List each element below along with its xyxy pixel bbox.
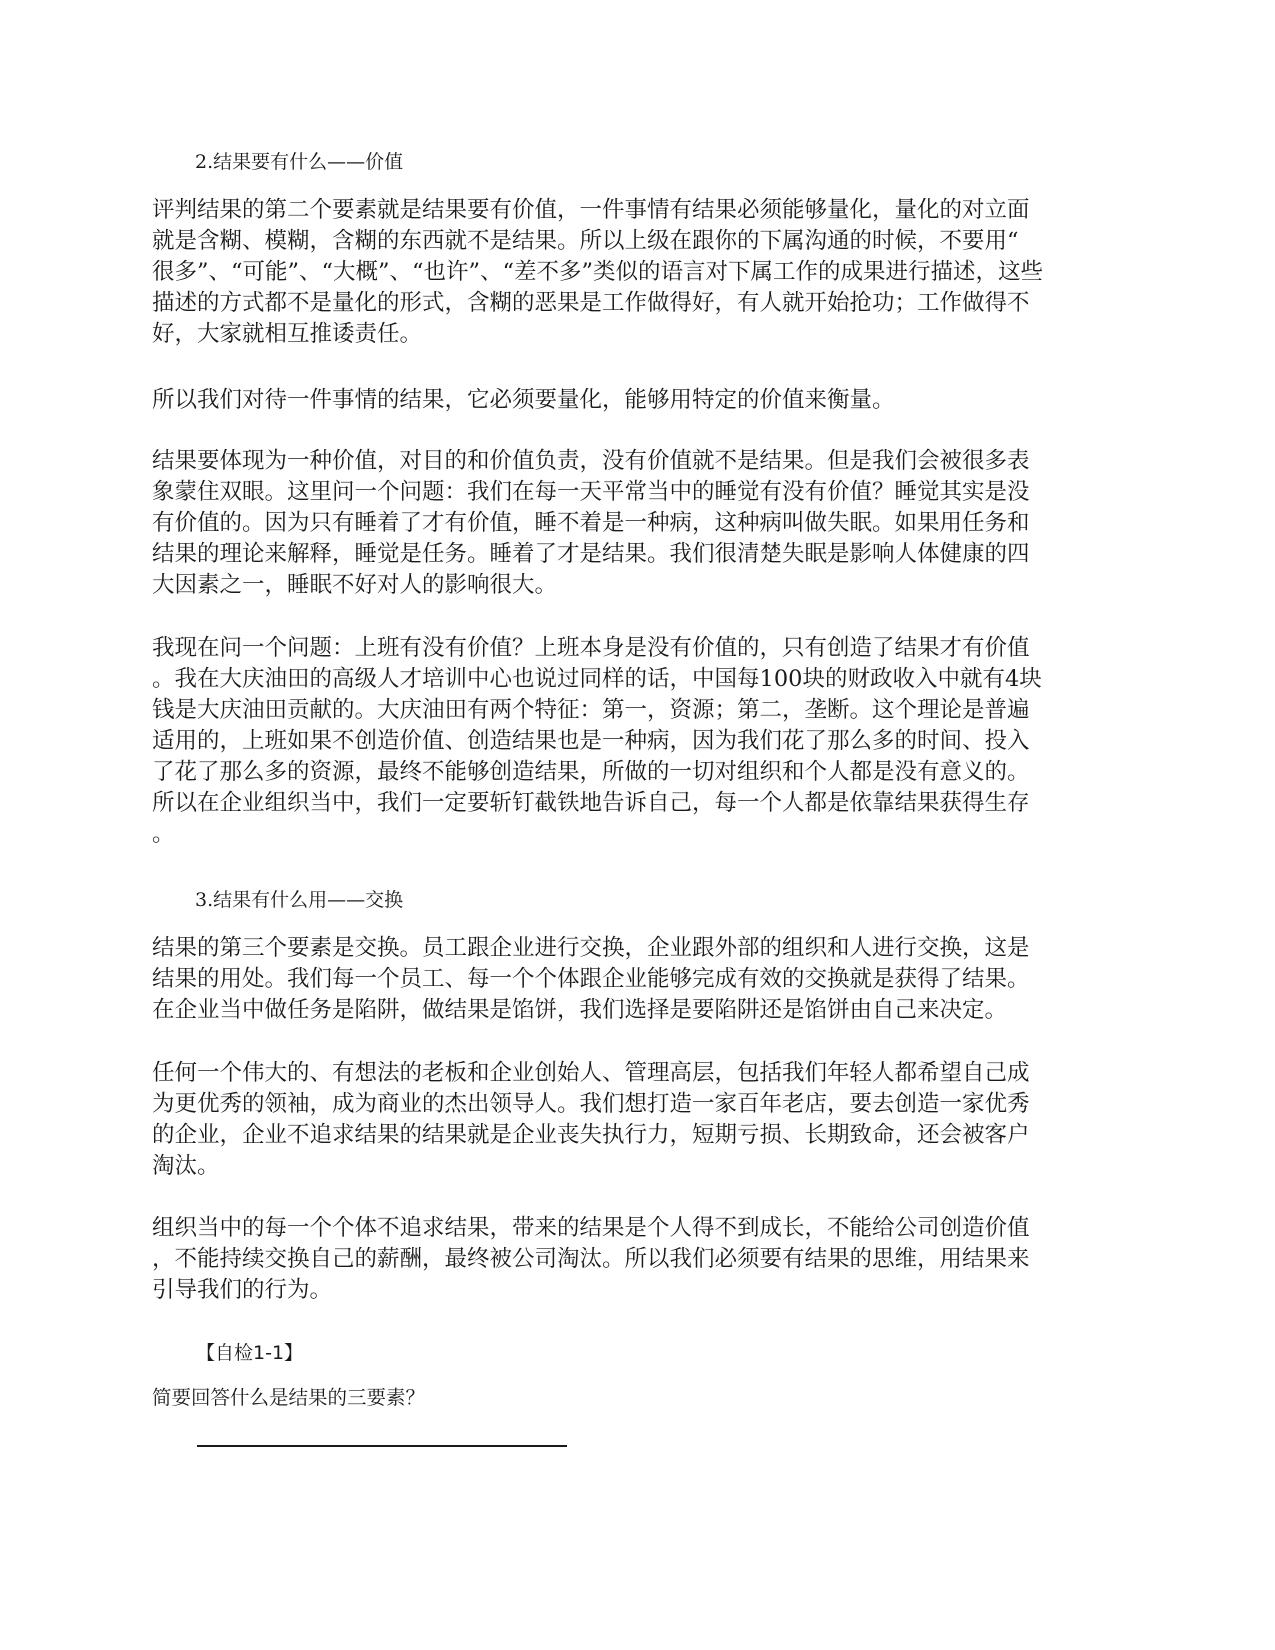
text-line: 有价值的。因为只有睡着了才有价值，睡不着是一种病，这种病叫做失眠。如果用任务和 — [152, 510, 1030, 536]
section-2-heading: 2.结果要有什么——价值 — [195, 151, 404, 173]
text-line: 的企业，企业不追求结果的结果就是企业丧失执行力，短期亏损、长期致命，还会被客户 — [152, 1122, 1030, 1148]
text-line: 好，大家就相互推诿责任。 — [152, 321, 423, 347]
text-line: 淘汰。 — [152, 1153, 220, 1179]
text-line: 象蒙住双眼。这里问一个问题：我们在每一天平常当中的睡觉有没有价值？睡觉其实是没 — [152, 479, 1030, 505]
text-line: 。 — [152, 821, 175, 847]
text-line: 我现在问一个问题：上班有没有价值？上班本身是没有价值的，只有创造了结果才有价值 — [152, 635, 1030, 661]
text-line: 了花了那么多的资源，最终不能够创造结果，所做的一切对组织和个人都是没有意义的。 — [152, 759, 1030, 785]
section-3-heading: 3.结果有什么用——交换 — [195, 889, 404, 911]
text-line: 结果的第三个要素是交换。员工跟企业进行交换，企业跟外部的组织和人进行交换，这是 — [152, 935, 1030, 961]
text-line: 。我在大庆油田的高级人才培训中心也说过同样的话，中国每100块的财政收入中就有4块 — [152, 666, 1042, 692]
text-line: 所以在企业组织当中，我们一定要斩钉截铁地告诉自己，每一个人都是依靠结果获得生存 — [152, 790, 1030, 816]
text-line: 评判结果的第二个要素就是结果要有价值，一件事情有结果必须能够量化，量化的对立面 — [152, 197, 1030, 223]
paragraph — [152, 1213, 1132, 1306]
text-line: 结果要体现为一种价值，对目的和价值负责，没有价值就不是结果。但是我们会被很多表 — [152, 448, 1030, 474]
selfcheck-question: 简要回答什么是结果的三要素？ — [152, 1386, 426, 1409]
text-line: 任何一个伟大的、有想法的老板和企业创始人、管理高层，包括我们年轻人都希望自己成 — [152, 1060, 1030, 1086]
text-line: 很多”、“可能”、“大概”、“也许”、“差不多”类似的语言对下属工作的成果进行描述，这些 — [152, 259, 1044, 285]
text-line: 组织当中的每一个个体不追求结果，带来的结果是个人得不到成长，不能给公司创造价值 — [152, 1215, 1030, 1241]
text-line: 描述的方式都不是量化的形式，含糊的恶果是工作做得好，有人就开始抢功；工作做得不 — [152, 290, 1030, 316]
paragraph — [152, 385, 1132, 416]
text-line: 适用的，上班如果不创造价值、创造结果也是一种病，因为我们花了那么多的时间、投入 — [152, 728, 1030, 754]
text-line: 结果的用处。我们每一个员工、每一个个体跟企业能够完成有效的交换就是获得了结果。 — [152, 966, 1030, 992]
paragraph — [152, 195, 1132, 350]
text-line: 引导我们的行为。 — [152, 1277, 333, 1303]
text-line: 结果的理论来解释，睡觉是任务。睡着了才是结果。我们很清楚失眠是影响人体健康的四 — [152, 541, 1030, 567]
answer-blank-line — [197, 1445, 567, 1447]
paragraph — [152, 633, 1132, 850]
selfcheck-label: 【自检1-1】 — [196, 1342, 304, 1364]
text-line: 所以我们对待一件事情的结果，它必须要量化，能够用特定的价值来衡量。 — [152, 387, 895, 413]
text-line: 钱是大庆油田贡献的。大庆油田有两个特征：第一，资源；第二，垄断。这个理论是普遍 — [152, 697, 1030, 723]
text-line: 在企业当中做任务是陷阱，做结果是馅饼，我们选择是要陷阱还是馅饼由自己来决定。 — [152, 997, 1008, 1023]
text-line: 就是含糊、模糊，含糊的东西就不是结果。所以上级在跟你的下属沟通的时候，不要用“ — [152, 228, 1019, 254]
paragraph — [152, 933, 1132, 1026]
text-line: 为更优秀的领袖，成为商业的杰出领导人。我们想打造一家百年老店，要去创造一家优秀 — [152, 1091, 1030, 1117]
text-line: ，不能持续交换自己的薪酬，最终被公司淘汰。所以我们必须要有结果的思维，用结果来 — [152, 1246, 1030, 1272]
paragraph — [152, 1058, 1132, 1182]
paragraph — [152, 446, 1132, 601]
text-line: 大因素之一，睡眠不好对人的影响很大。 — [152, 572, 558, 598]
